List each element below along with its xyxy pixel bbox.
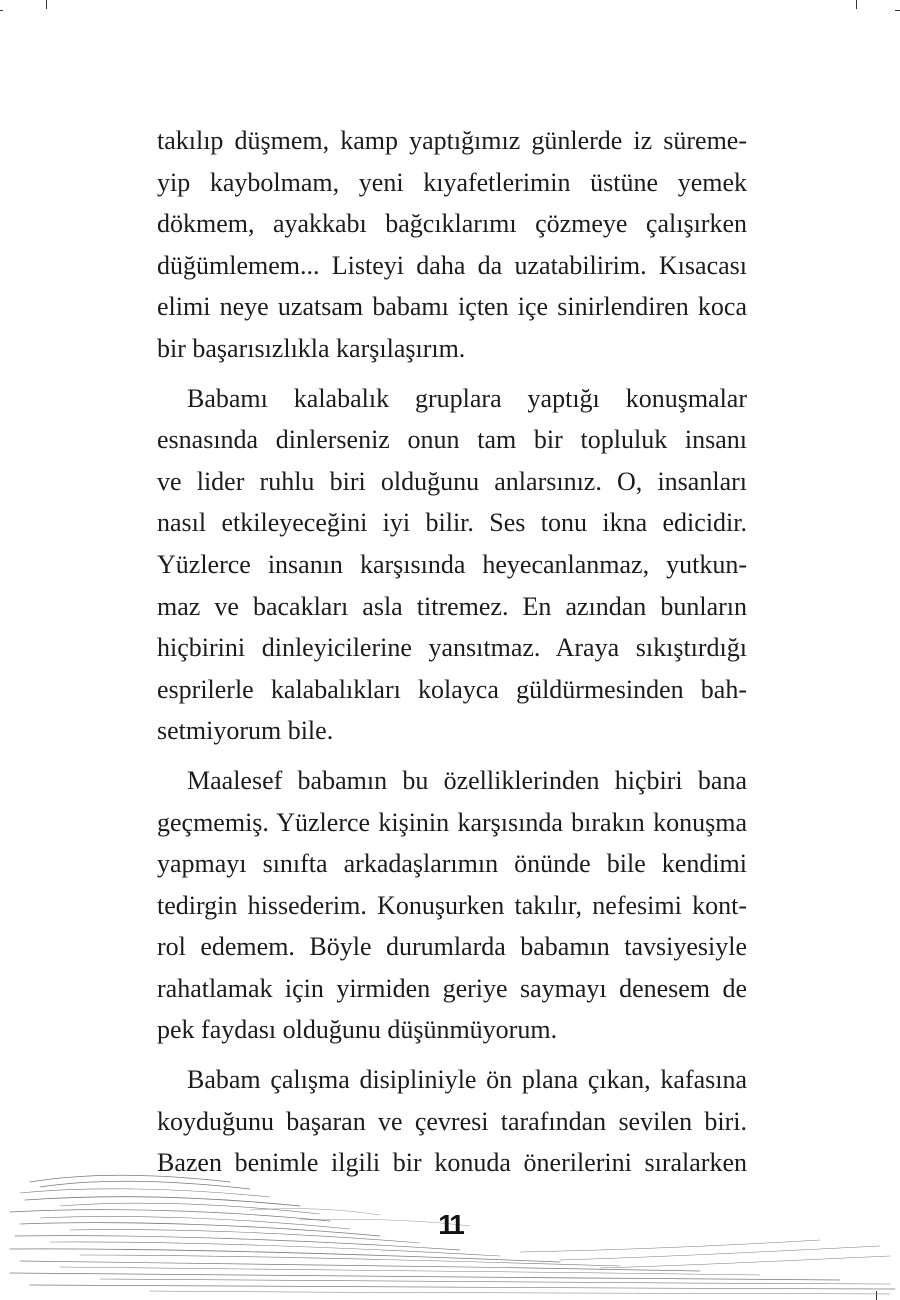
text-line: ve lider ruhlu biri olduğunu anlarsınız. O, insanları [157,466,747,496]
text-line: yapmayı sınıfta arkadaşlarımın önünde bile kendimi [157,849,747,879]
text-line: takılıp düşmem, kamp yaptığımız günlerde iz süreme- [157,126,747,155]
crop-mark-left-dot [0,10,3,11]
text-line: elimi neye uzatsam babamı içten içe sinirlendiren koca [157,292,747,322]
text-line: setmiyorum bile. [157,716,334,746]
text-line: esnasında dinlerseniz onun tam bir topluluk insanı [157,425,747,455]
text-line: Maalesef babamın bu özelliklerinden hiçbiri bana [187,765,747,795]
crop-mark-top-right [856,0,857,9]
text-line: rol edemem. Böyle durumlarda babamın tavsiyesiyle [157,932,747,962]
body-text [157,120,747,1184]
page-number: 11 [438,1209,462,1240]
text-line: yip kaybolmam, yeni kıyafetlerimin üstüne yemek [157,167,747,197]
text-line: koyduğunu başaran ve çevresi tarafından sevilen biri. [157,1106,747,1136]
crop-mark-top-left [46,0,47,9]
text-line: geçmemiş. Yüzlerce kişinin karşısında bırakın konuşma [157,807,747,837]
text-line: pek faydası olduğunu düşünmüyorum. [157,1015,558,1045]
paragraph [157,760,747,1051]
text-line: hiçbirini dinleyicilerine yansıtmaz. Araya sıkıştırdığı [157,633,747,663]
text-line: rahatlamak için yirmiden geriye saymayı denesem de [157,973,747,1003]
text-line: tedirgin hissederim. Konuşurken takılır, nefesimi kont- [157,890,747,920]
text-line: Babam çalışma disipliniyle ön plana çıkan, kafasına [187,1065,747,1095]
text-line: bir başarısızlıkla karşılaşırım. [157,333,466,363]
text-line: Yüzlerce insanın karşısında heyecanlanmaz, yutkun- [157,549,747,579]
text-line: nasıl etkileyeceğini iyi bilir. Ses tonu ikna edicidir. [157,508,747,538]
paragraph [157,120,747,370]
text-line: Bazen benimle ilgili bir konuda önerilerini sıralarken [157,1148,747,1178]
text-line: Babamı kalabalık gruplara yaptığı konuşmalar [187,383,747,413]
text-line: düğümlemem... Listeyi daha da uzatabilirim. Kısacası [157,250,747,280]
crop-mark-right-dot [895,10,900,11]
paragraph [157,378,747,752]
text-line: maz ve bacakları asla titremez. En azından bunların [157,591,747,621]
text-line: dökmem, ayakkabı bağcıklarımı çözmeye çalışırken [157,209,747,239]
text-line: esprilerle kalabalıkları kolayca güldürmesinden bah- [157,674,747,704]
